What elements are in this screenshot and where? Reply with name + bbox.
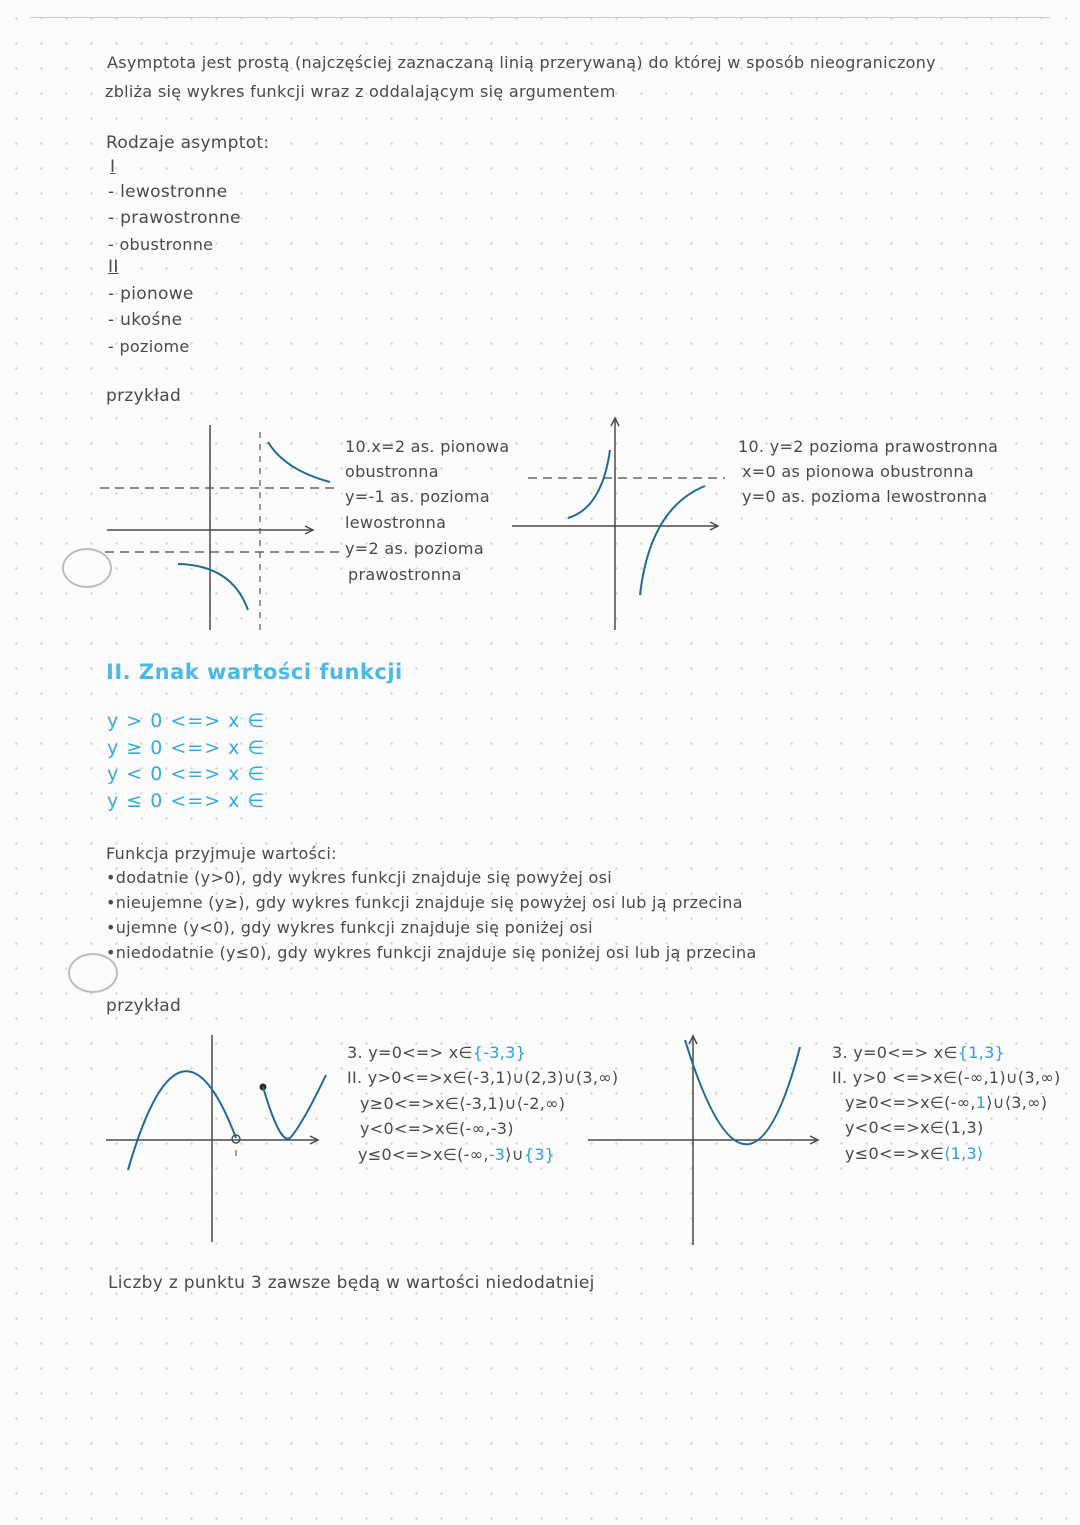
right-note-nonnegative: y≥0<=>x∈(-∞,1⟩∪⟨3,∞) bbox=[845, 1093, 1048, 1112]
group1-label: I bbox=[110, 157, 116, 177]
graph1-note: prawostronna bbox=[348, 565, 462, 584]
values-item: •niedodatnie (y≤0), gdy wykres funkcji znajduje się poniżej osi lub ją przecina bbox=[106, 943, 757, 962]
example2-label: przykład bbox=[106, 996, 182, 1016]
left-note-nonnegative: y≥0<=>x∈⟨-3,1)∪⟨-2,∞) bbox=[360, 1094, 566, 1113]
sign-symbol: y ≤ 0 <=> x ∈ bbox=[107, 790, 266, 812]
group1-item: - obustronne bbox=[108, 235, 214, 254]
values-item: •ujemne (y<0), gdy wykres funkcji znajduje się poniżej osi bbox=[106, 918, 593, 937]
section-heading: II. Znak wartości funkcji bbox=[106, 660, 403, 684]
group1-item: - lewostronne bbox=[108, 182, 228, 202]
group1-item: - prawostronne bbox=[108, 208, 241, 228]
right-note-zero: 3. y=0<=> x∈{1,3} bbox=[832, 1043, 1006, 1062]
example1-label: przykład bbox=[106, 386, 182, 406]
left-note-positive: II. y>0<=>x∈(-3,1)∪(2,3)∪(3,∞) bbox=[347, 1068, 619, 1087]
graph1-note: y=-1 as. pozioma bbox=[345, 487, 490, 506]
group2-item: - ukośne bbox=[108, 310, 183, 330]
sign-symbol: y ≥ 0 <=> x ∈ bbox=[107, 737, 266, 759]
values-item: •dodatnie (y>0), gdy wykres funkcji znajduje się powyżej osi bbox=[106, 868, 612, 887]
graph1-note: 10.x=2 as. pionowa bbox=[345, 437, 510, 456]
values-item: •nieujemne (y≥), gdy wykres funkcji znajduje się powyżej osi lub ją przecina bbox=[106, 893, 743, 912]
group2-item: - pionowe bbox=[108, 284, 194, 304]
right-note-nonpositive: y≤0<=>x∈⟨1,3⟩ bbox=[845, 1144, 984, 1163]
graph2-note: y=0 as. pozioma lewostronna bbox=[742, 487, 988, 506]
definition-line-1: Asymptota jest prostą (najczęściej zaznaczaną linią przerywaną) do której w sposób nieograniczony bbox=[107, 53, 936, 72]
graph1-note: y=2 as. pozioma bbox=[345, 539, 484, 558]
graph1-note: obustronna bbox=[345, 462, 439, 481]
graph1-note: lewostronna bbox=[345, 513, 447, 532]
graph2-note: 10. y=2 pozioma prawostronna bbox=[738, 437, 999, 456]
sign-symbol: y < 0 <=> x ∈ bbox=[107, 763, 266, 785]
left-note-negative: y<0<=>x∈(-∞,-3) bbox=[360, 1119, 514, 1138]
graph2-note: x=0 as pionowa obustronna bbox=[742, 462, 974, 481]
group2-label: II bbox=[108, 257, 119, 277]
right-note-negative: y<0<=>x∈(1,3) bbox=[845, 1118, 984, 1137]
definition-line-2: zbliża się wykres funkcji wraz z oddalającym się argumentem bbox=[105, 82, 616, 101]
footer-note: Liczby z punktu 3 zawsze będą w wartości niedodatniej bbox=[108, 1273, 595, 1293]
sign-symbol: y > 0 <=> x ∈ bbox=[107, 710, 266, 732]
values-intro: Funkcja przyjmuje wartości: bbox=[106, 844, 337, 863]
left-note-zero: 3. y=0<=> x∈{-3,3} bbox=[347, 1043, 527, 1062]
types-title: Rodzaje asymptot: bbox=[106, 133, 270, 153]
right-note-positive: II. y>0 <=>x∈(-∞,1)∪(3,∞) bbox=[832, 1068, 1061, 1087]
left-note-nonpositive: y≤0<=>x∈(-∞,-3⟩∪{3} bbox=[358, 1145, 556, 1164]
group2-item: - poziome bbox=[108, 337, 190, 356]
